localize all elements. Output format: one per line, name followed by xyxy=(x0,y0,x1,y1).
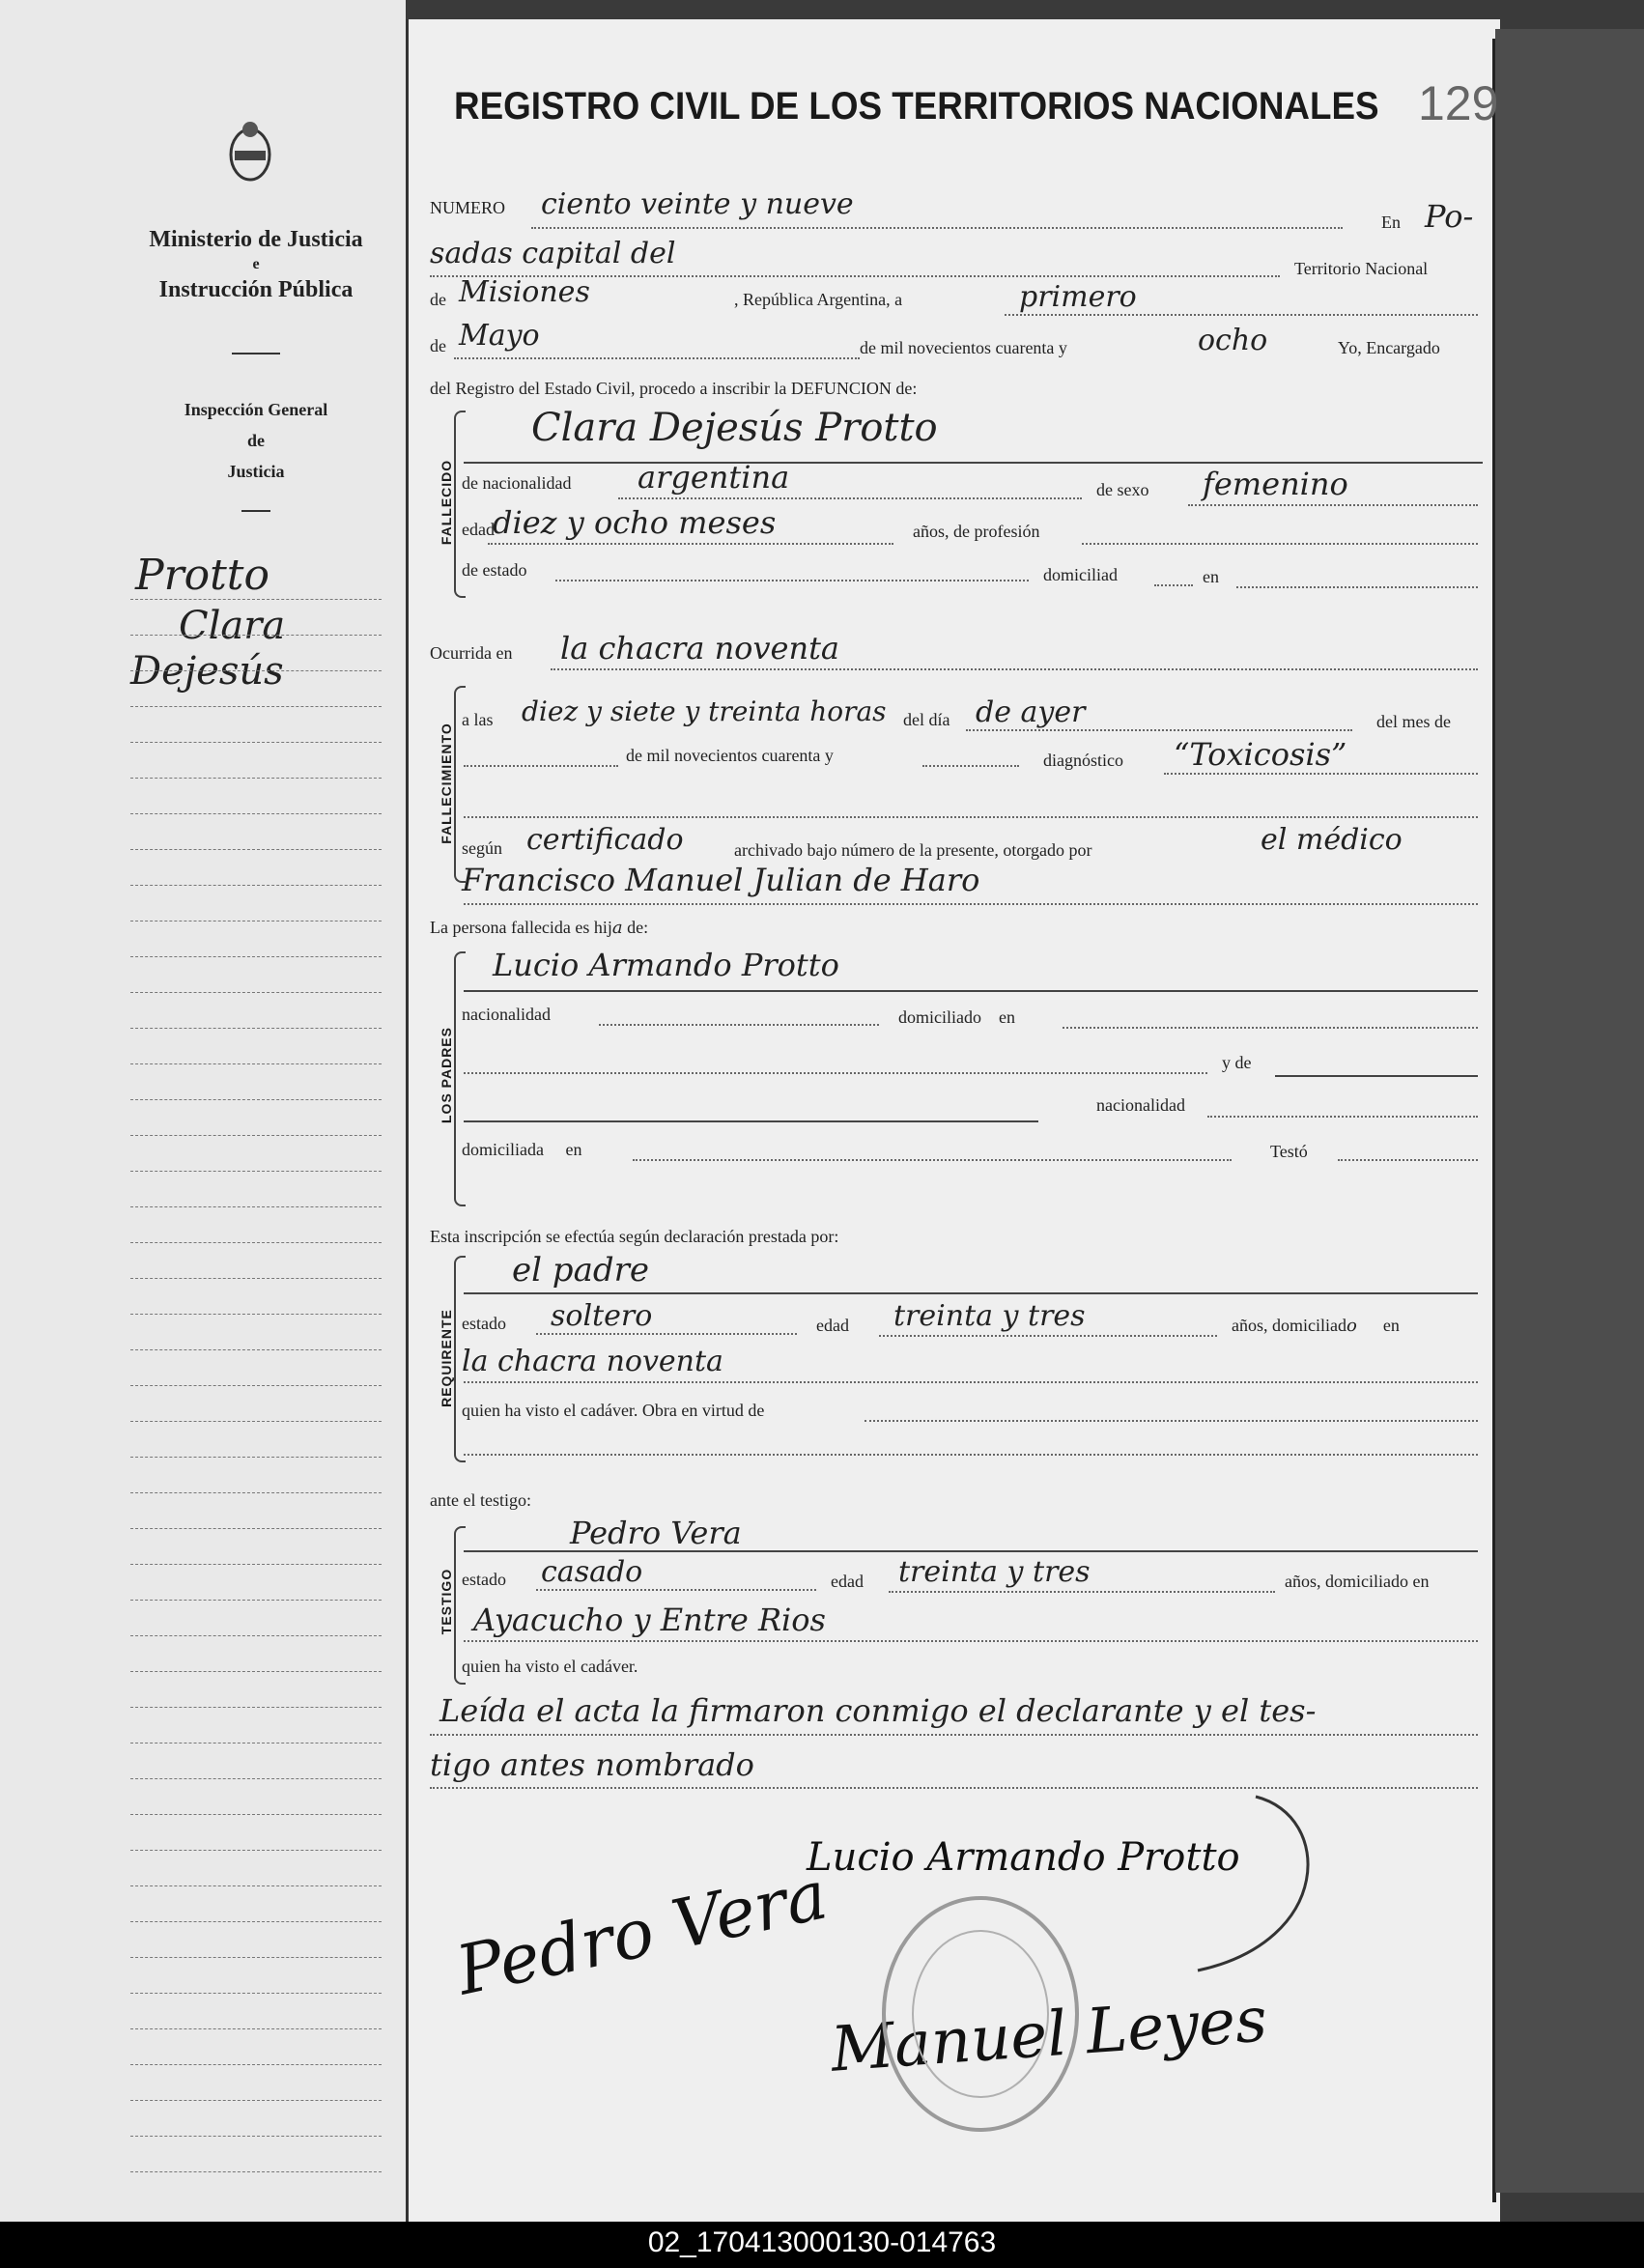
numero-label: NUMERO xyxy=(430,198,506,217)
margin-ruled-line xyxy=(130,778,382,779)
signature-registrar: Manuel Leyes xyxy=(828,1984,1270,2086)
margin-ruled-line xyxy=(130,1242,382,1243)
margin-ruled-line xyxy=(130,1957,382,1958)
testo-line xyxy=(1338,1159,1478,1161)
margin-ruled-line xyxy=(130,1743,382,1744)
month-line xyxy=(454,357,860,359)
inspection-divider xyxy=(241,510,270,512)
padre-en-label: en xyxy=(998,1007,1015,1027)
fallecido-en-label: en xyxy=(1203,567,1219,586)
requirente-edad-label: edad xyxy=(816,1316,849,1335)
margin-ruled-line xyxy=(130,1778,382,1779)
sexo-value: femenino xyxy=(1203,466,1348,502)
segun-label: según xyxy=(462,838,502,858)
nacionalidad-label: de nacionalidad xyxy=(462,473,572,493)
ocurrida-line xyxy=(551,668,1478,670)
margin-ruled-line xyxy=(130,706,382,707)
padres-intro-suffix: a xyxy=(611,918,623,938)
margin-ruled-line xyxy=(130,1850,382,1851)
testigo-name: Pedro Vera xyxy=(570,1515,742,1551)
madre-nacionalidad-line xyxy=(1207,1116,1478,1118)
requirente-estado-label: estado xyxy=(462,1314,506,1333)
testigo-label: TESTIGO xyxy=(439,1568,454,1635)
requirente-estado-value: soltero xyxy=(551,1299,653,1333)
ministry-divider xyxy=(232,353,280,354)
fallecido-name: Clara Dejesús Protto xyxy=(531,406,938,450)
encargado-label: Yo, Encargado xyxy=(1338,338,1440,357)
otorgado-value: el médico xyxy=(1261,823,1403,857)
estado-line xyxy=(555,580,1029,581)
margin-ruled-line xyxy=(130,849,382,850)
numero-value: ciento veinte y nueve xyxy=(541,187,854,221)
left-page-stub xyxy=(0,0,406,2222)
margin-ruled-line xyxy=(130,1492,382,1493)
y-de-label: y de xyxy=(1222,1053,1252,1072)
day-line xyxy=(1005,314,1478,316)
testigo-edad-label: edad xyxy=(831,1572,864,1591)
inspection-line2: de xyxy=(247,431,265,450)
medico-line xyxy=(464,903,1478,905)
diagnostico-value: “Toxicosis” xyxy=(1174,736,1347,773)
margin-name-middle: Dejesús xyxy=(130,649,284,694)
page-title: REGISTRO CIVIL DE LOS TERRITORIOS NACIONALES xyxy=(454,85,1379,128)
margin-ruled-line xyxy=(130,1314,382,1315)
medico-value: Francisco Manuel Julian de Haro xyxy=(462,862,980,898)
territorio-value: Misiones xyxy=(459,275,590,309)
testigo-domicilio-line xyxy=(464,1640,1478,1642)
edad-value: diez y ocho meses xyxy=(493,504,777,541)
padres-intro-label: La persona fallecida es hij xyxy=(430,918,612,937)
inspection-title xyxy=(135,394,377,487)
margin-ruled-line xyxy=(130,1171,382,1172)
fallecido-en-line xyxy=(1236,586,1478,588)
padre-domiciliado-text: domiciliado xyxy=(898,1007,981,1027)
margin-ruled-line xyxy=(130,2136,382,2137)
testo-label: Testó xyxy=(1270,1142,1308,1161)
margin-ruled-line xyxy=(130,1099,382,1100)
margin-ruled-line xyxy=(130,1671,382,1672)
margin-ruled-line xyxy=(130,1528,382,1529)
sexo-label: de sexo xyxy=(1096,480,1149,499)
dia-line xyxy=(966,729,1352,731)
de-label: de xyxy=(430,290,446,309)
margin-ruled-line xyxy=(130,1421,382,1422)
requirente-intro: Esta inscripción se efectúa según declaración prestada por: xyxy=(430,1227,839,1246)
margin-ruled-line xyxy=(130,1206,382,1207)
margin-ruled-line xyxy=(130,1921,382,1922)
mes-line xyxy=(464,765,618,767)
mil-label: de mil novecientos cuarenta y xyxy=(626,746,834,765)
madre-en-label: en xyxy=(565,1140,582,1159)
margin-ruled-line xyxy=(130,1707,382,1708)
padre-domicilio-line xyxy=(1063,1027,1478,1029)
margin-ruled-line xyxy=(130,1349,382,1350)
archivado-label: archivado bajo número de la presente, otorgado por xyxy=(734,840,1092,860)
registro-line: del Registro del Estado Civil, procedo a inscribir la DEFUNCION de: xyxy=(430,379,918,398)
anio-line xyxy=(922,765,1019,767)
day-value: primero xyxy=(1019,280,1137,314)
madre-domiciliada-label xyxy=(462,1140,581,1160)
requirente-label: REQUIRENTE xyxy=(439,1309,454,1407)
diagnostico-label: diagnóstico xyxy=(1043,751,1123,770)
margin-ruled-line xyxy=(130,1885,382,1886)
margin-ruled-line xyxy=(130,2064,382,2065)
requirente-visto-label: quien ha visto el cadáver. Obra en virtud de xyxy=(462,1401,765,1420)
ministry-line1: Ministerio de Justicia xyxy=(149,227,363,252)
republica-label: , República Argentina, a xyxy=(734,290,903,309)
madre-nacionalidad-label: nacionalidad xyxy=(1096,1095,1185,1115)
fallecido-name-rule xyxy=(464,462,1483,464)
padres-intro xyxy=(430,918,648,938)
padre-name-rule xyxy=(464,990,1478,992)
signature-declarant: Lucio Armando Protto xyxy=(807,1835,1240,1880)
en-value: Po- xyxy=(1425,198,1474,235)
official-seal-icon xyxy=(874,1888,1087,2140)
margin-ruled-line xyxy=(130,670,382,671)
requirente-estado-line xyxy=(536,1333,797,1335)
domiciliad-line xyxy=(1154,584,1193,586)
padre-name: Lucio Armando Protto xyxy=(493,947,839,983)
edad-line xyxy=(488,543,893,545)
hora-value: diez y siete y treinta horas xyxy=(522,695,887,727)
margin-ruled-line xyxy=(130,1814,382,1815)
closing-line2: tigo antes nombrado xyxy=(430,1746,754,1783)
madre-name-rule2 xyxy=(464,1120,1038,1122)
inspection-line1: Inspección General xyxy=(184,400,328,419)
estado-label: de estado xyxy=(462,560,527,580)
margin-name-surname: Protto xyxy=(135,551,269,600)
testigo-estado-value: casado xyxy=(541,1555,643,1589)
requirente-name: el padre xyxy=(512,1251,649,1290)
madre-domiciliada-text: domiciliada xyxy=(462,1140,544,1159)
requirente-edad-line xyxy=(879,1335,1217,1337)
month-value: Mayo xyxy=(459,319,540,353)
margin-ruled-line xyxy=(130,742,382,743)
requirente-anos-label xyxy=(1232,1316,1400,1336)
image-caption: 02_170413000130-014763 xyxy=(647,2226,997,2258)
padre-nacionalidad-line xyxy=(599,1024,879,1026)
fallecimiento-label: FALLECIMIENTO xyxy=(439,723,454,844)
testigo-estado-label: estado xyxy=(462,1570,506,1589)
margin-ruled-line xyxy=(130,1635,382,1636)
sexo-line xyxy=(1188,504,1478,506)
madre-name-rule xyxy=(1275,1075,1478,1077)
testigo-edad-line xyxy=(889,1591,1275,1593)
anos-label: años, de profesión xyxy=(913,522,1040,541)
ministry-line2: e xyxy=(252,256,260,272)
requirente-domicilio-value: la chacra noventa xyxy=(462,1345,723,1378)
margin-ruled-line xyxy=(130,1063,382,1064)
year-value: ocho xyxy=(1198,324,1268,357)
requirente-domicilio-line xyxy=(464,1381,1478,1383)
testigo-estado-line xyxy=(536,1589,816,1591)
requirente-name-rule xyxy=(464,1292,1478,1294)
margin-ruled-line xyxy=(130,2100,382,2101)
requirente-visto-line xyxy=(865,1420,1478,1422)
margin-ruled-line xyxy=(130,2028,382,2029)
diagnostico-line xyxy=(1164,773,1478,775)
place-value: sadas capital del xyxy=(430,237,676,270)
ocurrida-label: Ocurrida en xyxy=(430,643,513,663)
de2-label: de xyxy=(430,336,446,355)
margin-name-first: Clara xyxy=(179,604,286,648)
requirente-en-label: en xyxy=(1382,1316,1400,1335)
padre-nacionalidad-label: nacionalidad xyxy=(462,1005,551,1024)
margin-ruled-line xyxy=(130,2171,382,2172)
requirente-anos-text: años, domiciliad xyxy=(1232,1316,1346,1335)
las-label: a las xyxy=(462,710,494,729)
ministry-line3: Instrucción Pública xyxy=(158,277,354,302)
padres-label: LOS PADRES xyxy=(439,1027,454,1123)
margin-ruled-line xyxy=(130,956,382,957)
margin-ruled-line xyxy=(130,635,382,636)
testigo-anos-label: años, domiciliado en xyxy=(1285,1572,1430,1591)
closing-line1-rule xyxy=(430,1734,1478,1736)
margin-ruled-line xyxy=(130,1028,382,1029)
domiciliad-label: domiciliad xyxy=(1043,565,1118,584)
testigo-name-rule xyxy=(464,1550,1478,1552)
del-dia-label: del día xyxy=(903,710,950,729)
margin-ruled-line xyxy=(130,992,382,993)
inspection-line3: Justicia xyxy=(227,462,285,481)
margin-ruled-line xyxy=(130,599,382,600)
signature-witness: Pedro Vera xyxy=(449,1855,835,2011)
padres-intro-end: de: xyxy=(627,918,649,937)
testigo-domicilio-value: Ayacucho y Entre Rios xyxy=(473,1602,826,1638)
requirente-anos-suffix: o xyxy=(1346,1316,1357,1336)
coat-of-arms-icon xyxy=(227,116,273,184)
ocurrida-value: la chacra noventa xyxy=(560,630,839,666)
margin-ruled-line xyxy=(130,1993,382,1994)
nacionalidad-line xyxy=(618,497,1082,499)
padre-domiciliado-label xyxy=(898,1007,1015,1028)
margin-ruled-line xyxy=(130,1278,382,1279)
mes-label: del mes de xyxy=(1376,712,1451,731)
ministry-title xyxy=(126,224,386,305)
margin-ruled-line xyxy=(130,1385,382,1386)
edad-label: edad xyxy=(462,520,495,539)
margin-ruled-line xyxy=(130,1600,382,1601)
testigo-edad-value: treinta y tres xyxy=(898,1555,1091,1589)
testigo-intro: ante el testigo: xyxy=(430,1490,531,1510)
book-binding xyxy=(1495,29,1644,2193)
closing-line1: Leída el acta la firmaron conmigo el declarante y el tes- xyxy=(439,1692,1317,1729)
profesion-line xyxy=(1082,543,1478,545)
certificado-value: certificado xyxy=(526,823,684,857)
margin-ruled-line xyxy=(130,813,382,814)
en-label: En xyxy=(1381,213,1401,232)
territorio-label: Territorio Nacional xyxy=(1294,259,1429,278)
padre-domicilio-line2 xyxy=(464,1072,1207,1074)
numero-line xyxy=(531,227,1343,229)
margin-ruled-line xyxy=(130,1564,382,1565)
testigo-visto-label: quien ha visto el cadáver. xyxy=(462,1657,638,1676)
margin-ruled-line xyxy=(130,1135,382,1136)
nacionalidad-value: argentina xyxy=(638,459,790,496)
requirente-edad-value: treinta y tres xyxy=(893,1299,1086,1333)
year-label: de mil novecientos cuarenta y xyxy=(860,338,1067,357)
margin-ruled-line xyxy=(130,1457,382,1458)
registrar-flourish-icon xyxy=(1140,1787,1352,2038)
fallecimiento-blank-line xyxy=(464,816,1478,818)
margin-ruled-line xyxy=(130,885,382,886)
dia-value: de ayer xyxy=(976,695,1086,729)
requirente-blank-line xyxy=(464,1454,1478,1456)
madre-domicilio-line xyxy=(633,1159,1232,1161)
fallecido-label: FALLECIDO xyxy=(439,459,454,546)
folio-number: 129 xyxy=(1418,76,1499,130)
